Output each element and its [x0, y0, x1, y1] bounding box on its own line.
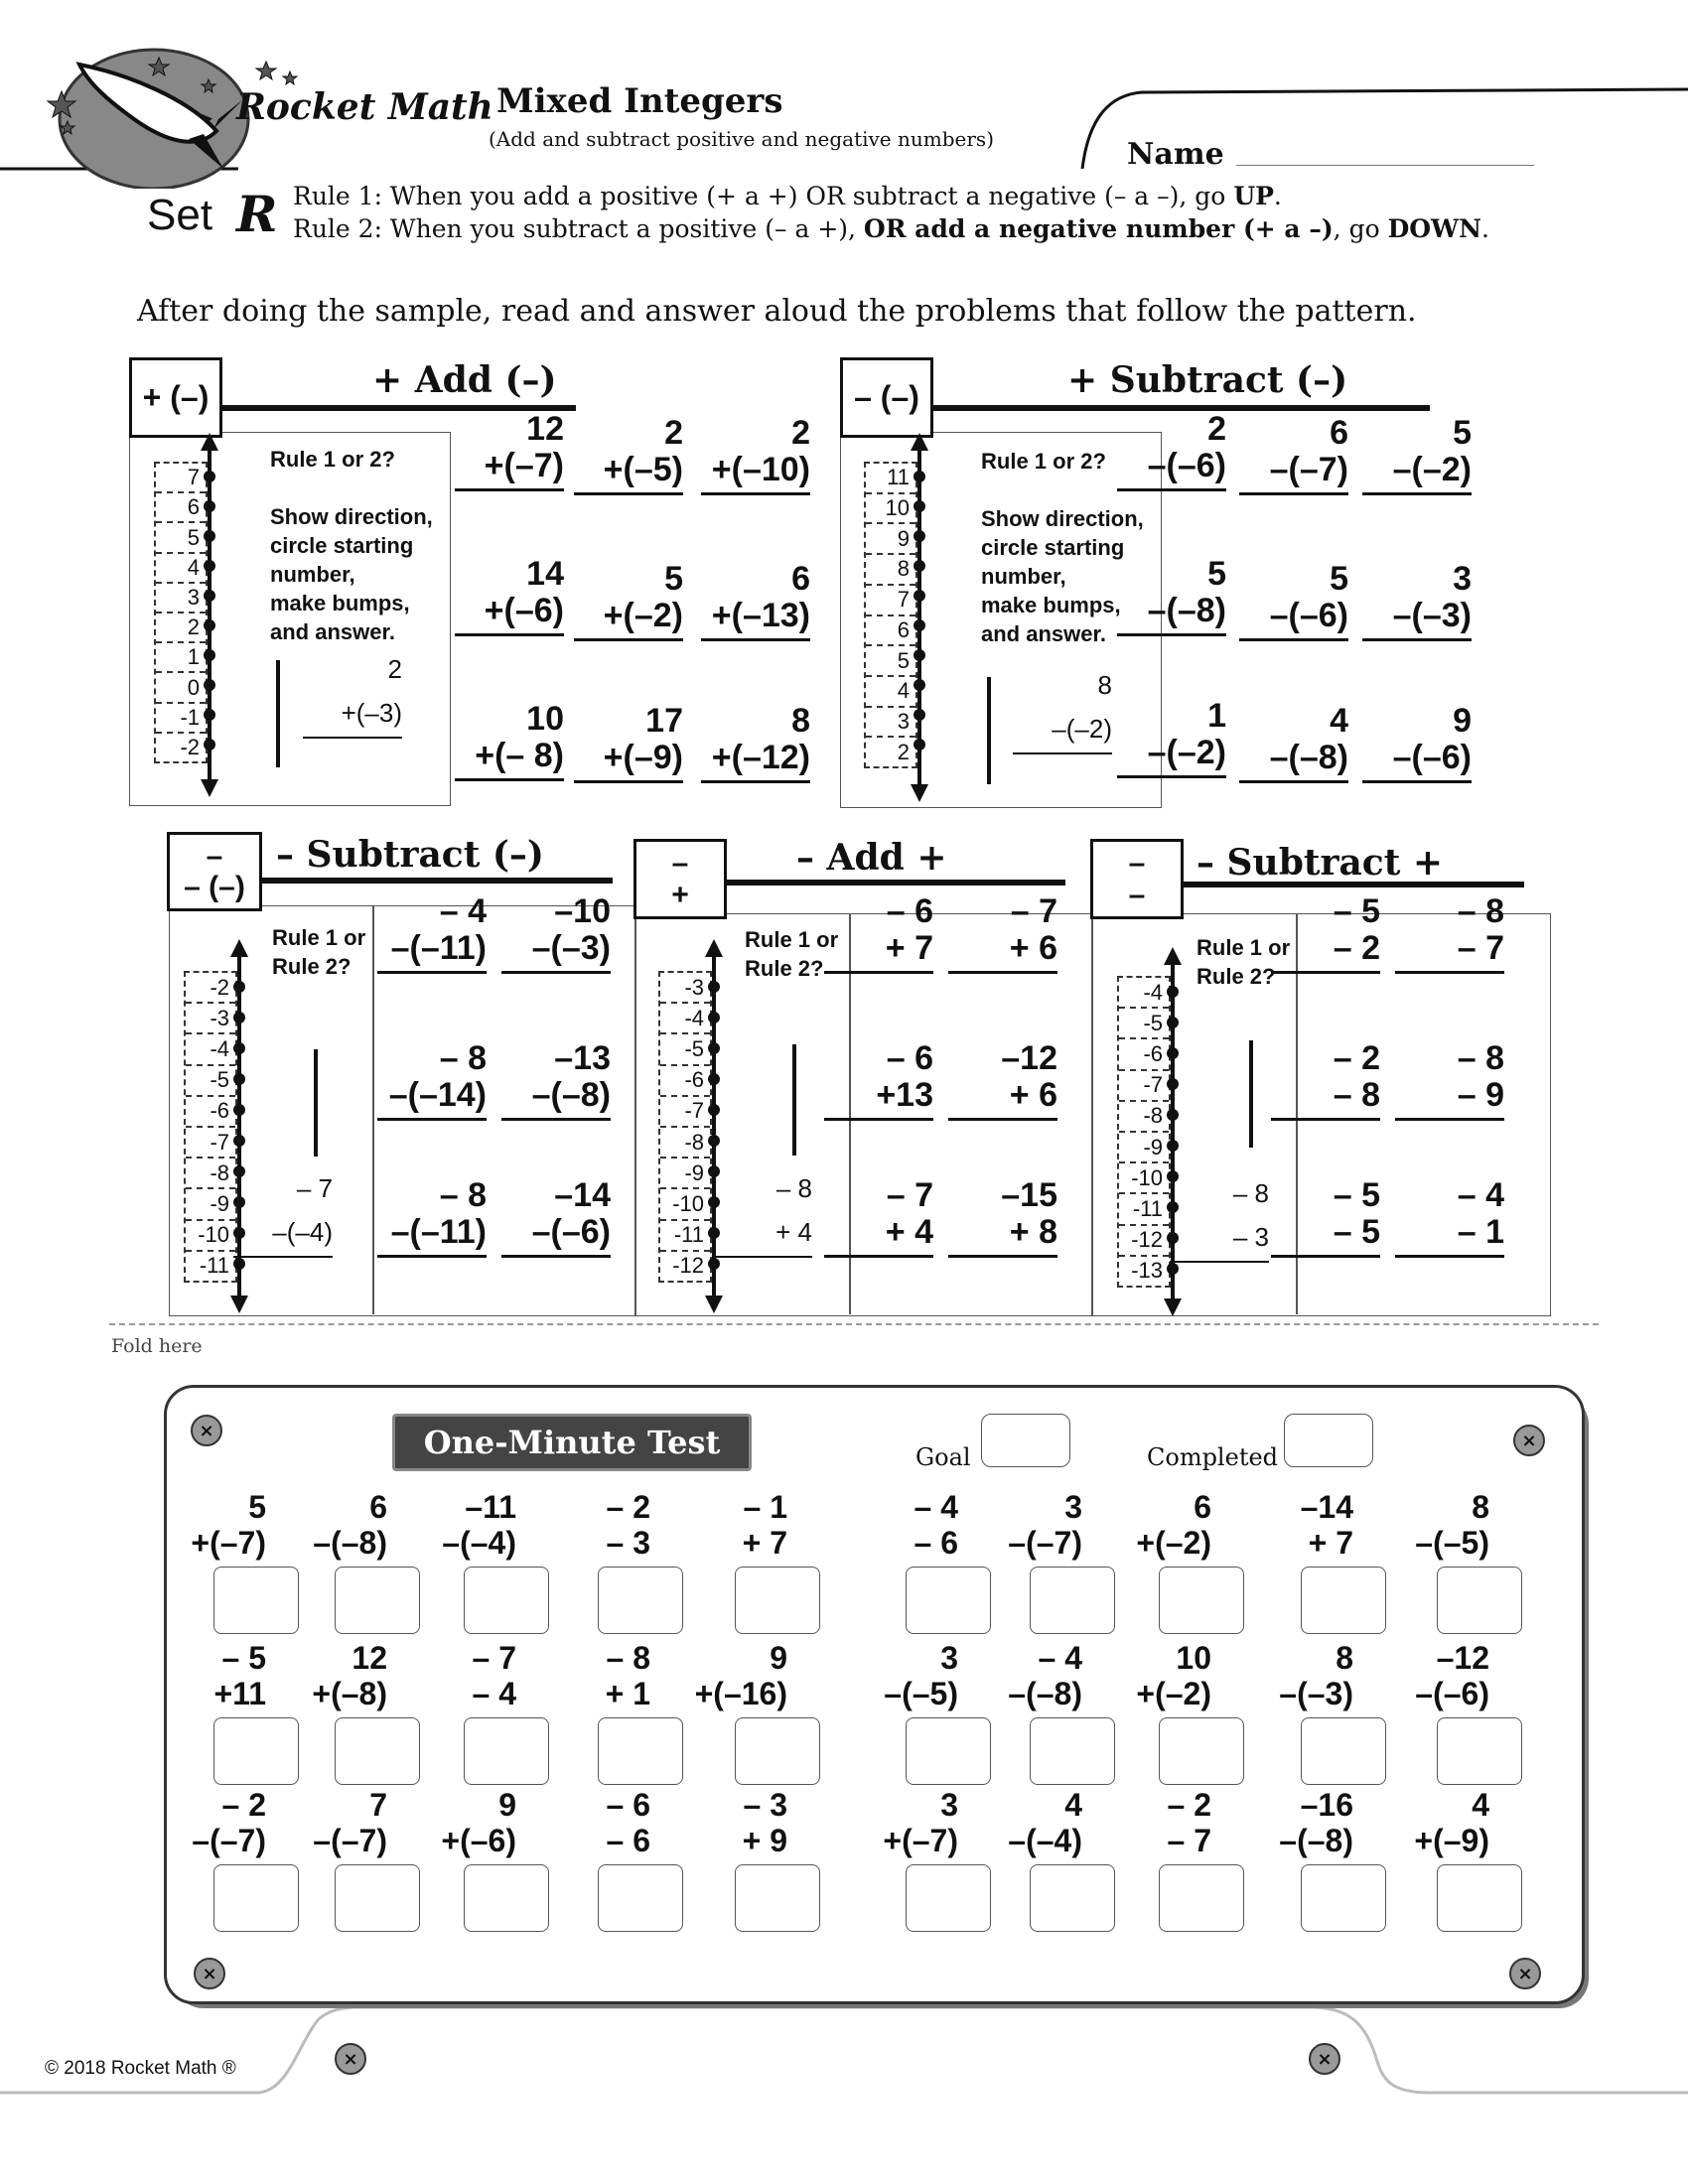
test-problem: 12 +(–8) — [312, 1640, 387, 1711]
test-problem: – 4 – 6 — [914, 1489, 958, 1561]
rule-1: Rule 1: When you add a positive (+ a +) OR subtract a negative (– a –), go UP. — [293, 182, 1282, 210]
test-problem: –12 –(–6) — [1415, 1640, 1489, 1711]
problem: 5 –(–8) — [1117, 556, 1226, 636]
tick: 2 — [156, 614, 206, 643]
answer-box[interactable] — [335, 1864, 420, 1932]
set-label: Set — [147, 191, 213, 239]
tick: 4 — [156, 554, 206, 584]
instructions: After doing the sample, read and answer aloud the problems that follow the pattern. — [137, 294, 1417, 329]
test-problem: 4 +(–9) — [1414, 1787, 1489, 1858]
test-problem: 6 +(–2) — [1136, 1489, 1211, 1561]
answer-box[interactable] — [598, 1717, 683, 1785]
section-tag: – (–) — [840, 357, 933, 438]
tick: -10 — [660, 1189, 710, 1220]
problem: – 8 – 9 — [1395, 1040, 1504, 1121]
tick: -8 — [1119, 1102, 1169, 1133]
hint-text: Rule 1 or Rule 2? — [272, 925, 366, 979]
worksheet-title: Mixed Integers — [496, 81, 783, 121]
answer-box[interactable] — [1030, 1567, 1115, 1634]
screw-icon: × — [1509, 1958, 1541, 1989]
answer-box[interactable] — [598, 1864, 683, 1932]
tick: -2 — [180, 734, 200, 759]
tick: -4 — [186, 1034, 235, 1065]
tick: -12 — [1119, 1226, 1169, 1257]
tick: 1 — [156, 643, 206, 673]
tick: -5 — [186, 1066, 235, 1097]
direction-bar — [1249, 1040, 1253, 1148]
answer-box[interactable] — [735, 1567, 820, 1634]
tick: -8 — [660, 1128, 710, 1159]
tick: -9 — [660, 1159, 710, 1189]
problem: 5 +(–2) — [574, 561, 683, 641]
answer-box[interactable] — [1437, 1567, 1522, 1634]
answer-box[interactable] — [1159, 1864, 1244, 1932]
answer-box[interactable] — [464, 1717, 549, 1785]
tick: -5 — [1119, 1009, 1169, 1039]
problem: –10 –(–3) — [501, 893, 611, 974]
problem: – 6 + 7 — [824, 893, 933, 974]
answer-box[interactable] — [335, 1717, 420, 1785]
section-tag: – + — [633, 839, 727, 919]
tick: 7 — [866, 586, 915, 616]
name-field[interactable] — [1236, 165, 1534, 166]
tick: -5 — [660, 1034, 710, 1065]
test-problem: – 7 – 4 — [472, 1640, 516, 1711]
sample-problem: 2 +(–3) — [303, 647, 402, 739]
answer-box[interactable] — [1159, 1717, 1244, 1785]
worksheet-subtitle: (Add and subtract positive and negative numbers) — [489, 127, 994, 151]
tick: -6 — [1119, 1039, 1169, 1070]
direction-bar — [276, 660, 280, 767]
tick: -3 — [660, 973, 710, 1004]
tick: -7 — [186, 1128, 235, 1159]
problem: – 5 – 5 — [1271, 1177, 1380, 1258]
tick: -9 — [186, 1189, 235, 1220]
sample-problem: – 8 – 3 — [1170, 1171, 1269, 1263]
section-tag: – – — [1090, 839, 1184, 919]
test-problem: – 2 – 3 — [606, 1489, 650, 1561]
tick: 0 — [156, 673, 206, 703]
problem: 9 –(–6) — [1362, 703, 1472, 783]
tick: 6 — [866, 616, 915, 647]
tick: -9 — [1119, 1133, 1169, 1163]
problem: –15 + 8 — [948, 1177, 1057, 1258]
test-problem: – 3 + 9 — [742, 1787, 787, 1858]
tick: -10 — [186, 1221, 235, 1252]
answer-box[interactable] — [213, 1717, 299, 1785]
tick: 5 — [866, 646, 915, 677]
title-rule — [723, 880, 1065, 886]
section-title: + Subtract (–) — [1067, 359, 1348, 401]
tick: 10 — [866, 494, 915, 525]
test-problem: –11 –(–4) — [442, 1489, 516, 1561]
completed-input[interactable] — [1284, 1414, 1373, 1467]
test-problem: 9 +(–6) — [441, 1787, 516, 1858]
screw-icon: × — [1513, 1425, 1545, 1456]
tick: -11 — [1119, 1194, 1169, 1225]
sample-problem: – 7 –(–4) — [233, 1166, 333, 1258]
test-problem: – 2 – 7 — [1167, 1787, 1211, 1858]
problem: – 8 –(–14) — [377, 1040, 487, 1121]
answer-box[interactable] — [735, 1717, 820, 1785]
problem: –13 –(–8) — [501, 1040, 611, 1121]
problem: 2 +(–5) — [574, 415, 683, 495]
problem: – 7 + 4 — [824, 1177, 933, 1258]
goal-label: Goal — [915, 1443, 971, 1471]
test-problem: – 2 –(–7) — [192, 1787, 266, 1858]
direction-bar — [314, 1049, 318, 1157]
fold-line — [109, 1323, 1599, 1325]
problem: 3 –(–3) — [1362, 561, 1472, 641]
test-problem: 3 –(–5) — [884, 1640, 958, 1711]
tick: -8 — [186, 1159, 235, 1189]
answer-box[interactable] — [906, 1567, 991, 1634]
completed-label: Completed — [1147, 1443, 1279, 1471]
problem: 6 +(–13) — [701, 561, 810, 641]
brand-text: Rocket Math — [236, 86, 493, 128]
answer-box[interactable] — [906, 1864, 991, 1932]
answer-box[interactable] — [335, 1567, 420, 1634]
problem: 12 +(–7) — [455, 411, 564, 491]
tick: -10 — [1119, 1163, 1169, 1194]
test-problem: – 4 –(–8) — [1008, 1640, 1082, 1711]
sample-problem: 8 –(–2) — [1013, 663, 1112, 754]
problem: – 2 – 8 — [1271, 1040, 1380, 1121]
section-tag: + (–) — [129, 357, 222, 438]
tick: -7 — [1119, 1071, 1169, 1102]
screw-icon: × — [335, 2043, 366, 2075]
problem: – 8 –(–11) — [377, 1177, 487, 1258]
problem: 14 +(–6) — [455, 556, 564, 636]
copyright: © 2018 Rocket Math ® — [45, 2058, 236, 2079]
problem: 2 +(–10) — [701, 415, 810, 495]
test-problem: 6 –(–8) — [313, 1489, 387, 1561]
answer-box[interactable] — [1301, 1864, 1386, 1932]
section-title: + Add (–) — [372, 359, 557, 401]
tick: 11 — [866, 464, 915, 494]
tick: 2 — [897, 739, 910, 764]
rocket-math-logo — [40, 40, 506, 189]
tick: 9 — [866, 524, 915, 555]
problem: 5 –(–2) — [1362, 415, 1472, 495]
answer-box[interactable] — [1030, 1864, 1115, 1932]
fold-label: Fold here — [111, 1335, 203, 1357]
tick: -3 — [186, 1004, 235, 1034]
test-problem: 9 +(–16) — [694, 1640, 787, 1711]
hint-text: Rule 1 or Rule 2? — [745, 927, 839, 981]
problem: 10 +(– 8) — [455, 701, 564, 781]
answer-box[interactable] — [213, 1864, 299, 1932]
problem: –14 –(–6) — [501, 1177, 611, 1258]
tick: 6 — [156, 493, 206, 523]
problem: 1 –(–2) — [1117, 698, 1226, 778]
answer-box[interactable] — [1301, 1567, 1386, 1634]
test-problem: 3 –(–7) — [1008, 1489, 1082, 1561]
tick: -6 — [660, 1066, 710, 1097]
tick: -4 — [1119, 978, 1169, 1009]
problem: –12 + 6 — [948, 1040, 1057, 1121]
tick: 8 — [866, 555, 915, 586]
answer-box[interactable] — [598, 1567, 683, 1634]
section-title: – Subtract + — [1196, 842, 1444, 884]
answer-box[interactable] — [464, 1864, 549, 1932]
tick: 3 — [156, 584, 206, 614]
goal-input[interactable] — [981, 1414, 1070, 1467]
problem: 4 –(–8) — [1239, 703, 1348, 783]
direction-bar — [792, 1044, 796, 1156]
tick: -11 — [660, 1221, 710, 1252]
section-tag: – – (–) — [167, 832, 262, 911]
direction-bar — [987, 677, 991, 784]
test-problem: 7 –(–7) — [313, 1787, 387, 1858]
test-problem: – 5 +11 — [213, 1640, 266, 1711]
test-problem: 3 +(–7) — [883, 1787, 958, 1858]
answer-box[interactable] — [1437, 1864, 1522, 1932]
tick: 7 — [156, 464, 206, 493]
problem: 17 +(–9) — [574, 703, 683, 783]
hint-text: Rule 1 or 2? Show direction, circle starting number, make bumps, and answer. — [270, 447, 433, 644]
sample-problem: – 8 + 4 — [713, 1166, 812, 1258]
test-problem: –16 –(–8) — [1279, 1787, 1353, 1858]
answer-box[interactable] — [464, 1567, 549, 1634]
tick: -4 — [660, 1004, 710, 1034]
test-problem: 5 +(–7) — [191, 1489, 266, 1561]
test-problem: – 1 + 7 — [742, 1489, 787, 1561]
answer-box[interactable] — [1437, 1717, 1522, 1785]
problem: 6 –(–7) — [1239, 415, 1348, 495]
hint-text: Rule 1 or 2? Show direction, circle starting number, make bumps, and answer. — [981, 449, 1144, 646]
set-letter: R — [236, 185, 278, 243]
problem: – 5 – 2 — [1271, 893, 1380, 974]
test-problem: – 8 + 1 — [605, 1640, 650, 1711]
answer-box[interactable] — [1159, 1567, 1244, 1634]
answer-box[interactable] — [213, 1567, 299, 1634]
problem: – 6 +13 — [824, 1040, 933, 1121]
problem: 2 –(–6) — [1117, 411, 1226, 491]
tick: -2 — [186, 973, 235, 1004]
problem: – 8 – 7 — [1395, 893, 1504, 974]
problem: 8 +(–12) — [701, 703, 810, 783]
tick: -6 — [186, 1097, 235, 1128]
tick: -11 — [199, 1253, 229, 1279]
answer-box[interactable] — [1301, 1717, 1386, 1785]
tick: -13 — [1131, 1258, 1163, 1284]
rule-2: Rule 2: When you subtract a positive (– a +), OR add a negative number (+ a –), go DOWN. — [293, 214, 1489, 243]
problem: 5 –(–6) — [1239, 561, 1348, 641]
divider — [372, 905, 374, 1314]
test-problem: 8 –(–5) — [1415, 1489, 1489, 1561]
test-problem: –14 + 7 — [1300, 1489, 1353, 1561]
tick: -7 — [660, 1097, 710, 1128]
tick: 5 — [156, 523, 206, 553]
screw-icon: × — [191, 1415, 222, 1446]
name-label: Name — [1127, 137, 1224, 172]
hint-text: Rule 1 or Rule 2? — [1196, 935, 1291, 989]
title-rule — [260, 878, 613, 884]
screw-icon: × — [194, 1958, 225, 1989]
section-title: – Subtract (–) — [276, 834, 544, 876]
answer-box[interactable] — [1030, 1717, 1115, 1785]
tick: -12 — [672, 1253, 704, 1279]
screw-icon: × — [1309, 2043, 1340, 2075]
answer-box[interactable] — [735, 1864, 820, 1932]
section-title: – Add + — [796, 837, 947, 879]
test-problem: 10 +(–2) — [1136, 1640, 1211, 1711]
tick: -1 — [156, 704, 206, 734]
answer-box[interactable] — [906, 1717, 991, 1785]
test-problem: 8 –(–3) — [1279, 1640, 1353, 1711]
problem: – 7 + 6 — [948, 893, 1057, 974]
test-title: One-Minute Test — [392, 1414, 752, 1471]
problem: – 4 –(–11) — [377, 893, 487, 974]
problem: – 4 – 1 — [1395, 1177, 1504, 1258]
tick: 4 — [866, 677, 915, 708]
test-problem: 4 –(–4) — [1008, 1787, 1082, 1858]
tick: 3 — [866, 708, 915, 739]
test-problem: – 6 – 6 — [606, 1787, 650, 1858]
